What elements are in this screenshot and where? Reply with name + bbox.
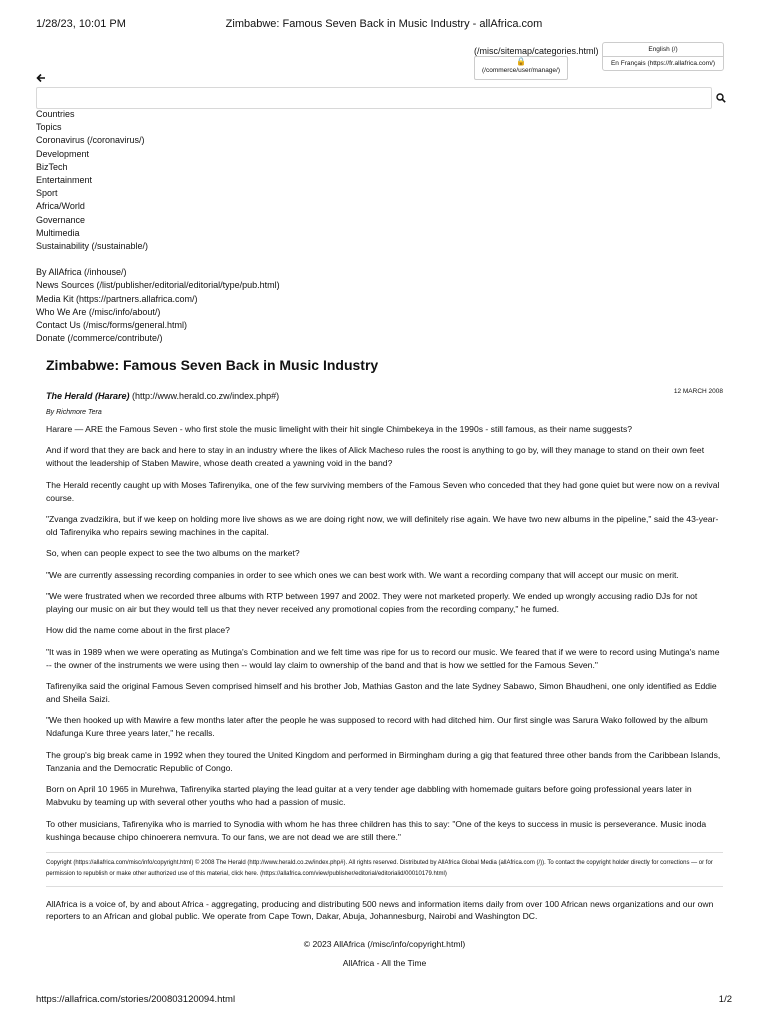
language-french[interactable]: En Français (https://fr.allafrica.com/) [603,56,723,70]
footer-copyright[interactable]: © 2023 AllAfrica (/misc/info/copyright.html) [303,938,466,949]
search-input[interactable] [36,87,712,109]
main-navigation [36,108,280,345]
article-headline: Zimbabwe: Famous Seven Back in Music Industry [46,357,379,373]
nav-link-who-we-are[interactable]: Who We Are (/misc/info/about/) [36,306,161,317]
nav-item-entertainment[interactable]: Entertainment [36,175,93,186]
article-paragraph: "We were frustrated when we recorded three albums with RTP between 1997 and 2002. They were not marketed properly. We ended up wrongly accusing radio DJs for not playing our music on air but they would tell us that they never received any promotional copies from the recording company," he fumed. [46,590,698,615]
article-body [46,423,723,844]
article-paragraph: Harare — ARE the Famous Seven - who first stole the music limelight with their hit single Chimbekeya in the 1990s - still famous, as their name suggests? [46,424,633,434]
nav-item-coronavirus[interactable]: Coronavirus (/coronavirus/) [36,135,145,146]
language-english[interactable]: English (/) [648,46,678,53]
account-button[interactable] [474,56,568,80]
article [46,356,723,968]
left-arrow-icon[interactable] [36,72,46,86]
nav-link-donate[interactable]: Donate (/commerce/contribute/) [36,333,163,344]
footer-tagline: AllAfrica - All the Time [342,957,427,968]
language-selector[interactable] [602,42,724,71]
article-date: 12 MARCH 2008 [673,388,723,395]
nav-item-topics[interactable]: Topics [36,122,62,133]
nav-spacer [36,253,280,266]
article-paragraph: And if word that they are back and here to stay in an industry where the likes of Alick Macheso rules the roost is anything to go by, will they manage to stand on their own feet without the leadership of Staben Mawire, whose death created a yawning void in the band? [46,445,705,469]
source-url: (http://www.herald.co.zw/index.php#) [132,391,280,401]
article-paragraph: "We are currently assessing recording companies in order to see which ones we can best work with. We want a recording company that will accept our music on merit. [46,569,679,580]
print-footer [36,994,732,1008]
nav-item-sustainability[interactable]: Sustainability (/sustainable/) [36,241,149,252]
article-paragraph: So, when can people expect to see the two albums on the market? [46,548,300,559]
nav-item-sport[interactable]: Sport [36,188,58,199]
source-name: The Herald (Harare) [46,391,130,401]
nav-item-governance[interactable]: Governance [36,214,86,225]
article-paragraph: "It was in 1989 when we were operating as Mutinga's Combination and we felt time was ripe for us to record our music. We feared that if we were to record using Mutinga's name -- the owner of the instruments we were using then -- would lay claim to ownership of the band and that is how we settled for the Famous Seven." [46,646,720,670]
account-link-label: (/commerce/user/manage/) [481,67,561,74]
print-header [36,18,732,32]
nav-item-biztech[interactable]: BizTech [36,161,68,172]
article-source[interactable] [46,391,279,401]
nav-item-development[interactable]: Development [36,148,90,159]
print-url: https://allafrica.com/stories/200803120094.html [36,994,236,1005]
article-paragraph: Tafirenyika said the original Famous Seven comprised himself and his brother Job, Mathias Gaston and the late Sydney Sabawo, Simon Bhaudheni, one only identified as Eddie and Sheila Saizi. [46,681,717,705]
article-paragraph: To other musicians, Tafirenyika who is married to Synodia with whom he has three children has this to say: "One of the keys to success in music is perseverance. Music inoda kushinga because chipo chinoerera nemvura. To our fans, we are not dead we are still there." [46,818,707,842]
nav-link-news-sources[interactable]: News Sources (/list/publisher/editorial/editorial/type/pub.html) [36,280,280,291]
nav-link-by-allafrica[interactable]: By AllAfrica (/inhouse/) [36,267,127,278]
article-source-row [46,386,723,400]
lock-icon: 🔒 [516,57,526,66]
print-datetime: 1/28/23, 10:01 PM [36,18,126,30]
print-page-number: 1/2 [718,994,732,1005]
article-paragraph: "Zvanga zvadzikira, but if we keep on holding more live shows as we are doing right now, we will definitely rise again. We have two new albums in the pipeline," said the 43-year-old Tafirenyika who repairs sewing machines in the capital. [46,514,719,538]
article-paragraph: The group's big break came in 1992 when they toured the United Kingdom and performed in Birmingham during a gig that featured three other bands from the Caribbean Islands, Tanzania and the Democratic Republic of Congo. [46,749,721,773]
article-paragraph: How did the name come about in the first place? [46,625,230,636]
nav-item-africa-world[interactable]: Africa/World [36,201,85,212]
nav-link-media-kit[interactable]: Media Kit (https://partners.allafrica.com/) [36,293,198,304]
article-byline: By Richmore Tera [46,409,102,416]
article-paragraph: The Herald recently caught up with Moses Tafirenyika, one of the few surviving members of the Famous Seven who conceded that they had gone quiet but were now on a revival course. [46,479,720,503]
nav-item-countries[interactable]: Countries [36,109,75,119]
article-copyright: Copyright (https://allafrica.com/misc/info/copyright.html) © 2008 The Herald (http://www.herald.co.zw/index.php#). All rights reserved. Distributed by AllAfrica Global Media (allAfrica.com (/)). To contact the copyright holder directly for corrections — or for permission to republish or make other authorized use of this material, click here. (https://allafrica.com/view/publisher/editorial/editorialid/00010179.html) [46,852,723,887]
about-allafrica: AllAfrica is a voice of, by and about Africa - aggregating, producing and distributing 500 news and information items daily from over 100 African news organizations and our own reporters to an African and global public. We operate from Cape Town, Dakar, Abuja, Johannesburg, Nairobi and Washington DC. [46,898,714,922]
article-paragraph: Born on April 10 1965 in Murehwa, Tafirenyika started playing the lead guitar at a very tender age dabbling with homemade guitars before going professional years later in Mabvuku by teaming up with several other youths who had a passion of music. [46,784,692,808]
print-page-title: Zimbabwe: Famous Seven Back in Music Industry - allAfrica.com [225,18,543,30]
search-icon[interactable] [716,90,726,100]
nav-item-multimedia[interactable]: Multimedia [36,227,80,238]
nav-link-contact-us[interactable]: Contact Us (/misc/forms/general.html) [36,320,188,331]
sitemap-link[interactable]: (/misc/sitemap/categories.html) [474,46,599,56]
article-paragraph: "We then hooked up with Mawire a few months later after the people he was supposed to record with had ditched him. Our first single was Sarura Wako followed by the album Ndafunga Kure three years later," he recalls. [46,715,708,739]
